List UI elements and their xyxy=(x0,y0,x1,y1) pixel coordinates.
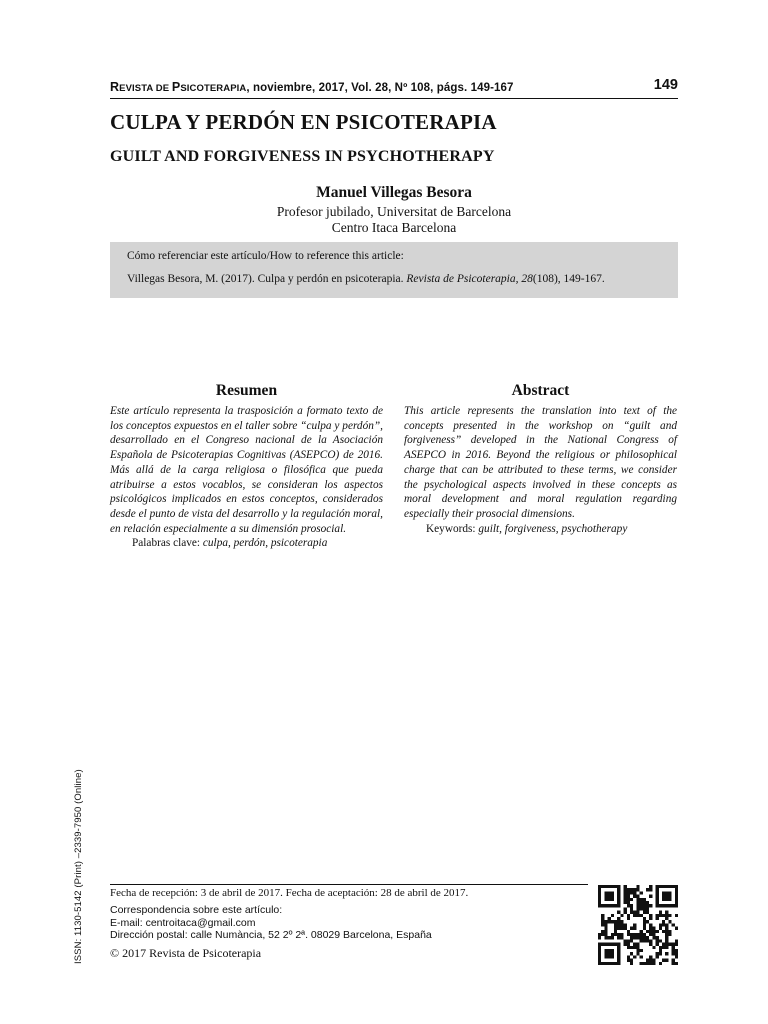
title-english: GUILT AND FORGIVENESS IN PSYCHOTHERAPY xyxy=(110,148,495,165)
resumen-column xyxy=(110,382,383,551)
resumen-keywords-label: Palabras clave: xyxy=(132,537,203,550)
author-name: Manuel Villegas Besora xyxy=(316,184,472,201)
qr-code-icon[interactable] xyxy=(598,885,678,965)
journal-issue-details: , noviembre, 2017, Vol. 28, Nº 108, págs. 149-167 xyxy=(246,82,514,94)
author-affiliation-1: Profesor jubilado, Universitat de Barcelona xyxy=(276,204,512,219)
journal-initial-p: P xyxy=(171,80,181,94)
citation-journal: Revista de Psicoterapia, 28 xyxy=(406,273,533,285)
reference-box xyxy=(110,242,678,298)
journal-smallcaps-evista: EVISTA xyxy=(119,83,153,94)
abstract-keywords-list: guilt, forgiveness, psychotherapy xyxy=(478,522,628,535)
reference-citation xyxy=(127,273,605,285)
abstract-body: This article represents the translation into text of the concepts presented in the workshop on “guilt and forgiveness” developed in the National Congress of ASEPCO in 2016. Beyond the religious or philosophical charge that can be attributed to these terms, we consider the psychological aspects involved in these concepts as moral development and moral regulation regarding especially their prosocial dimensions. xyxy=(404,405,677,520)
header-rule xyxy=(110,98,678,99)
correspondence-email[interactable]: E-mail: centroitaca@gmail.com xyxy=(110,917,256,929)
correspondence-postal-address: Dirección postal: calle Numància, 52 2º 2ª. 08029 Barcelona, España xyxy=(110,929,432,941)
footer-dates: Fecha de recepción: 3 de abril de 2017. Fecha de aceptación: 28 de abril de 2017. xyxy=(110,887,469,899)
abstract-keywords xyxy=(404,522,677,537)
resumen-heading: Resumen xyxy=(215,382,278,399)
author-affiliation-2: Centro Itaca Barcelona xyxy=(331,220,457,235)
journal-smallcaps-sicoterapia: SICOTERAPIA xyxy=(180,83,247,94)
abstract-heading: Abstract xyxy=(511,382,570,399)
journal-smallcaps-de: DE xyxy=(153,83,172,94)
page-number: 149 xyxy=(653,77,678,93)
citation-authors-title: Villegas Besora, M. (2017). Culpa y perdón en psicoterapia. xyxy=(127,273,407,285)
abstract-keywords-label: Keywords: xyxy=(426,522,479,535)
resumen-keywords-list: culpa, perdón, psicoterapia xyxy=(202,537,328,550)
journal-initial-r: R xyxy=(110,80,120,94)
running-header xyxy=(110,79,678,101)
resumen-body: Este artículo representa la trasposición a formato texto de los conceptos expuestos en el taller sobre “culpa y perdón”, desarrollado en el Congreso nacional de la Asociación Española de Psicoterapias Cognitivas (ASEPCO) de 2016. Más allá de la carga religiosa o filosófica que pueda atribuirse a estos vocablos, se consideran los aspectos psicológicos implicados en estos conceptos, considerados desde el punto de vista del desarrollo y la regulación moral, en relación especialmente a su dimensión prosocial. xyxy=(110,405,383,535)
title-spanish: CULPA Y PERDÓN EN PSICOTERAPIA xyxy=(110,110,497,134)
reference-label: Cómo referenciar este artículo/How to reference this article: xyxy=(127,250,404,262)
copyright-notice: © 2017 Revista de Psicoterapia xyxy=(110,946,262,960)
issn-vertical-text: ISSN: 1130-5142 (Print) –2339-7950 (Online) xyxy=(73,769,84,964)
footer-rule xyxy=(110,884,588,885)
resumen-keywords xyxy=(110,536,383,551)
correspondence-label: Correspondencia sobre este artículo: xyxy=(110,904,283,916)
journal-citation-line xyxy=(110,80,514,94)
citation-issue-pages: (108), 149-167. xyxy=(532,273,605,285)
abstract-column xyxy=(404,382,677,536)
